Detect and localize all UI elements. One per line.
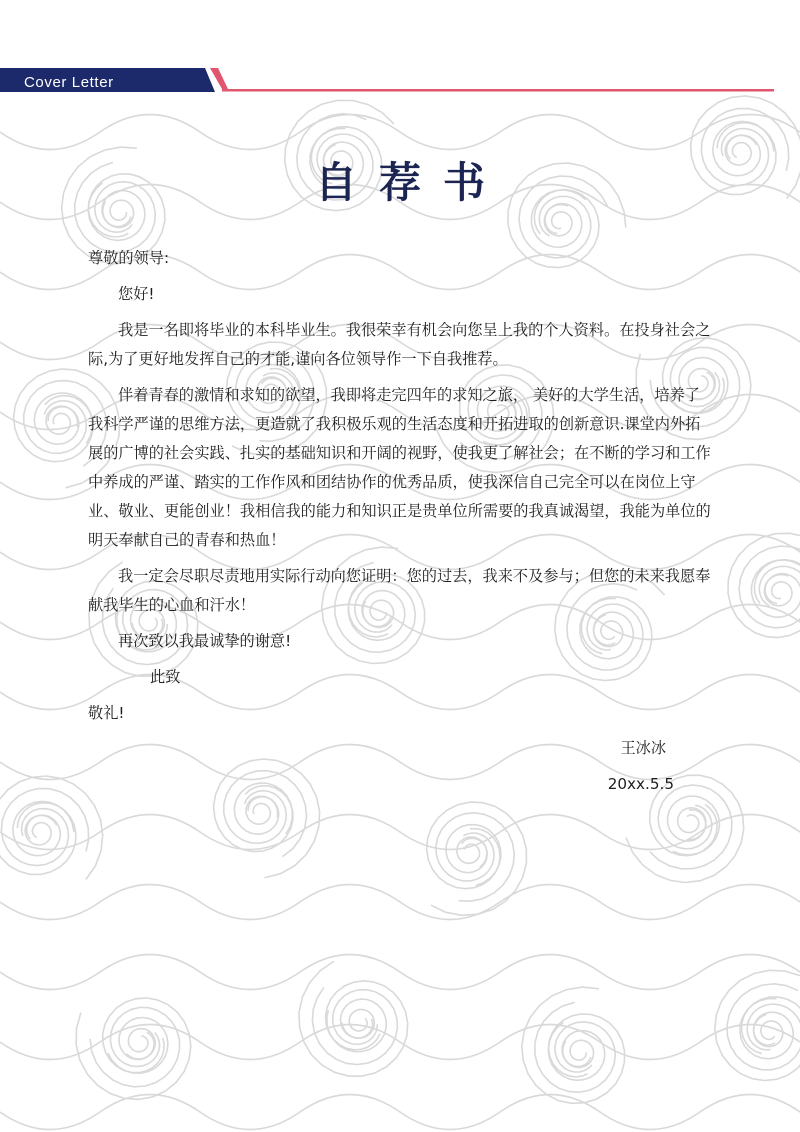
letter-date: 20xx.5.5 (607, 775, 674, 793)
header-accent-line (222, 89, 774, 92)
swirl-stroke (727, 984, 800, 1070)
letter-paragraph: 我一定会尽职尽责地用实际行动向您证明：您的过去，我来不及参与；但您的未来我愿奉献我毕生的心血和汗水！ (88, 567, 711, 614)
wave-stroke (0, 955, 800, 990)
letter-closing-line2: 敬礼! (88, 704, 125, 722)
swirl-stroke (299, 961, 408, 1076)
swirl-stroke (427, 802, 527, 915)
swirl-stroke (312, 988, 397, 1065)
header-label: Cover Letter (24, 74, 114, 91)
wave-stroke (0, 115, 800, 150)
page-title: 自荐书 (314, 158, 507, 207)
letter-greeting: 您好! (118, 285, 155, 303)
letter-salutation: 尊敬的领导: (88, 249, 170, 267)
letter-paragraph: 伴着青春的激情和求知的欲望，我即将走完四年的求知之旅， 美好的大学生活，培养了我科学严谨的思维方法，更造就了我积极乐观的生活态度和开拓进取的创新意识.课堂内外拓展的广博的社会实践、扎实的基础知识和开阔的视野，使我更了解社会；在不断的学习和工作中养成的严谨、踏实的工作作风和团结协作的优秀品质，使我深信自己完全可以在岗位上守业、敬业、更能创业！我相信我的能力和知识正是贵单位所需要的我真诚渴望，我能为单位的明天奉献自己的青春和热血！ (88, 386, 711, 549)
header-banner (0, 68, 800, 94)
letter-paragraph: 再次致以我最诚挚的谢意! (118, 632, 292, 650)
wave-stroke (0, 1095, 800, 1130)
letter-paragraph: 我是一名即将毕业的本科毕业生。我很荣幸有机会向您呈上我的个人资料。在投身社会之际,为了更好地发挥自己的才能,谨向各位领导作一下自我推荐。 (88, 321, 711, 368)
letter-closing-line1: 此致 (150, 668, 181, 686)
wave-stroke (0, 1025, 800, 1060)
letter-body (88, 244, 712, 799)
header (0, 0, 800, 100)
letter-signature: 王冰冰 (620, 739, 666, 757)
header-accent-slash (210, 68, 228, 89)
swirl-stroke (127, 1029, 156, 1059)
wave-stroke (0, 885, 800, 920)
wave-stroke (0, 815, 800, 850)
swirl-stroke (522, 987, 625, 1103)
swirl-stroke (76, 998, 191, 1100)
